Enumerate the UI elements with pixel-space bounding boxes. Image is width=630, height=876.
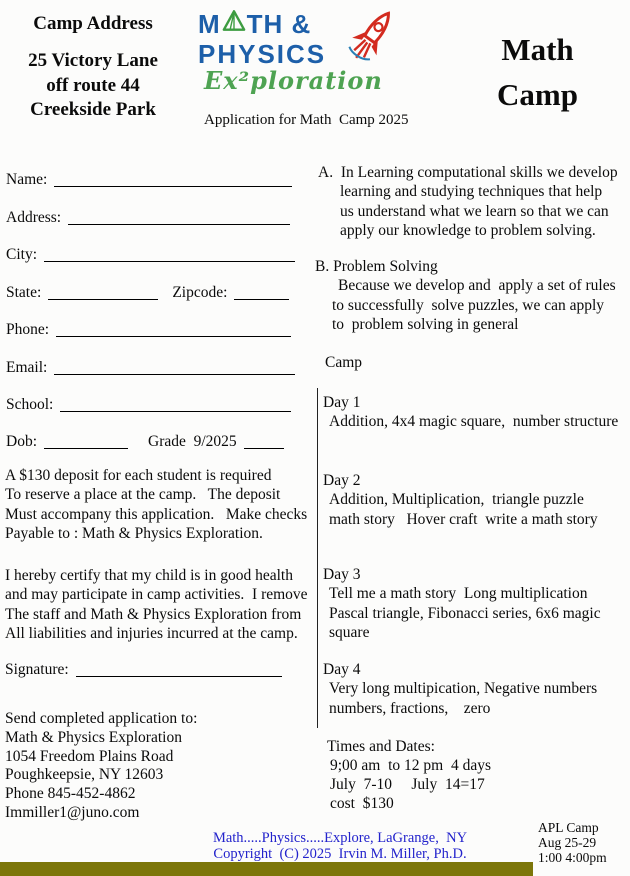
dob-label: Dob: [6, 433, 37, 450]
deposit-paragraph [5, 466, 307, 543]
camp-address-line: 25 Victory Lane [28, 50, 158, 71]
application-subtitle: Application for Math Camp 2025 [204, 112, 409, 128]
address-row [6, 208, 290, 228]
state-label: State: [6, 284, 42, 301]
state-zip-row [6, 283, 289, 303]
phone-label: Phone: [6, 321, 50, 338]
city-field[interactable] [44, 260, 295, 262]
paragraph-a-line: A. In Learning computational skills we develop [318, 164, 618, 181]
email-label: Email: [6, 359, 48, 376]
name-field[interactable] [54, 185, 292, 187]
mailing-block [5, 710, 197, 823]
apl-line: APL Camp [538, 820, 599, 835]
day-2-block [323, 471, 627, 529]
city-row [6, 245, 295, 265]
logo-word-physics: PHYSICS [198, 39, 327, 69]
paragraph-a [318, 163, 630, 240]
paragraph-b-title: B. Problem Solving [315, 258, 438, 275]
city-label: City: [6, 246, 38, 263]
mailing-line: Poughkeepsie, NY 12603 [5, 766, 164, 784]
deposit-line: Payable to : Math & Physics Exploration. [5, 524, 263, 542]
paragraph-b-line: Because we develop and apply a set of rules [338, 277, 616, 295]
phone-field[interactable] [56, 335, 291, 337]
day-4-line: numbers, fractions, zero [329, 699, 491, 717]
camp-address-line: off route 44 [46, 74, 140, 96]
day-3-heading: Day 3 [323, 566, 361, 583]
mailing-line: Math & Physics Exploration [5, 728, 182, 746]
deposit-line: A $130 deposit for each student is required [5, 467, 272, 484]
school-row [6, 395, 291, 415]
zipcode-field[interactable] [234, 298, 289, 300]
school-label: School: [6, 396, 54, 413]
day-2-line: math story Hover craft write a math story [329, 510, 598, 528]
apl-line: 1:00 4:00pm [538, 850, 607, 865]
mailing-line: 1054 Freedom Plains Road [5, 747, 174, 765]
pyramid-icon [222, 9, 246, 37]
camp-address-block [8, 13, 178, 123]
certify-line: and may participate in camp activities. I remove [5, 586, 308, 604]
deposit-line: Must accompany this application. Make checks [5, 505, 308, 523]
grade-field[interactable] [244, 447, 284, 449]
day-4-line: Very long multipication, Negative numbers [329, 680, 598, 698]
credit-block [172, 831, 508, 862]
day-4-block [323, 660, 627, 718]
logo-word-th-amp: TH & [246, 8, 312, 39]
copyright-line: Copyright (C) 2025 Irvin M. Miller, Ph.D. [213, 845, 467, 862]
apl-line: Aug 25-29 [538, 835, 597, 850]
page-title [450, 27, 625, 117]
day-3-line: square [329, 623, 370, 641]
day-2-line: Addition, Multiplication, triangle puzzle [329, 491, 584, 509]
name-label: Name: [6, 171, 48, 188]
day-4-heading: Day 4 [323, 661, 361, 678]
signature-label: Signature: [5, 661, 69, 678]
column-divider [317, 388, 318, 728]
rocket-icon [344, 6, 400, 79]
school-field[interactable] [60, 410, 291, 412]
times-line: 9;00 am to 12 pm 4 days [330, 757, 492, 774]
logo-word-exploration: Ex²ploration [204, 66, 383, 95]
name-row [6, 170, 292, 190]
day-3-block [323, 565, 627, 642]
paragraph-a-line: apply our knowledge to problem solving. [340, 221, 596, 239]
address-label: Address: [6, 209, 62, 226]
camp-heading: Camp [325, 354, 363, 371]
apl-camp-note [538, 820, 607, 865]
times-line: cost $130 [330, 795, 394, 812]
deposit-line: To reserve a place at the camp. The deposit [5, 486, 281, 504]
signature-row [5, 660, 282, 680]
paragraph-b-line: to problem solving in general [332, 315, 519, 333]
certify-line: I hereby certify that my child is in good health [5, 567, 293, 584]
zipcode-label: Zipcode: [172, 284, 228, 301]
mailing-line: Phone 845-452-4862 [5, 785, 136, 803]
paragraph-a-line: learning and studying techniques that help [340, 183, 603, 201]
page-title-line: Camp [497, 77, 578, 112]
certify-line: The staff and Math & Physics Exploration from [5, 605, 302, 623]
times-block [327, 737, 491, 813]
phone-row [6, 320, 291, 340]
paragraph-b-line: to successfully solve puzzles, we can apply [332, 296, 605, 314]
page-title-line: Math [501, 32, 574, 67]
paragraph-a-line: us understand what we learn so that we can [340, 202, 609, 220]
times-line: July 7-10 July 14=17 [330, 776, 485, 793]
day-1-line: Addition, 4x4 magic square, number structure [329, 413, 619, 431]
address-field[interactable] [68, 223, 290, 225]
state-field[interactable] [48, 298, 158, 300]
day-3-line: Tell me a math story Long multiplication [329, 585, 588, 603]
certification-paragraph [5, 566, 308, 643]
grade-label: Grade 9/2025 [148, 433, 237, 450]
email-field[interactable] [54, 373, 295, 375]
credit-line: Math.....Physics.....Explore, LaGrange, NY [212, 830, 468, 846]
day-3-line: Pascal triangle, Fibonacci series, 6x6 magic [329, 604, 601, 622]
camp-address-title: Camp Address [33, 13, 153, 34]
signature-field[interactable] [76, 675, 282, 677]
dob-field[interactable] [44, 447, 128, 449]
dob-grade-row [6, 432, 284, 452]
logo-letter-m: M [198, 8, 221, 39]
paragraph-b [315, 257, 630, 334]
certify-line: All liabilities and injuries incurred at the camp. [5, 624, 298, 642]
day-1-block [323, 393, 627, 432]
camp-address-line: Creekside Park [30, 99, 156, 120]
times-heading: Times and Dates: [327, 738, 435, 755]
mailing-email: Immiller1@juno.com [5, 803, 140, 821]
email-row [6, 358, 295, 378]
mailing-line: Send completed application to: [5, 710, 198, 727]
bottom-accent-bar [0, 862, 533, 876]
day-1-heading: Day 1 [323, 394, 361, 411]
day-2-heading: Day 2 [323, 472, 361, 489]
